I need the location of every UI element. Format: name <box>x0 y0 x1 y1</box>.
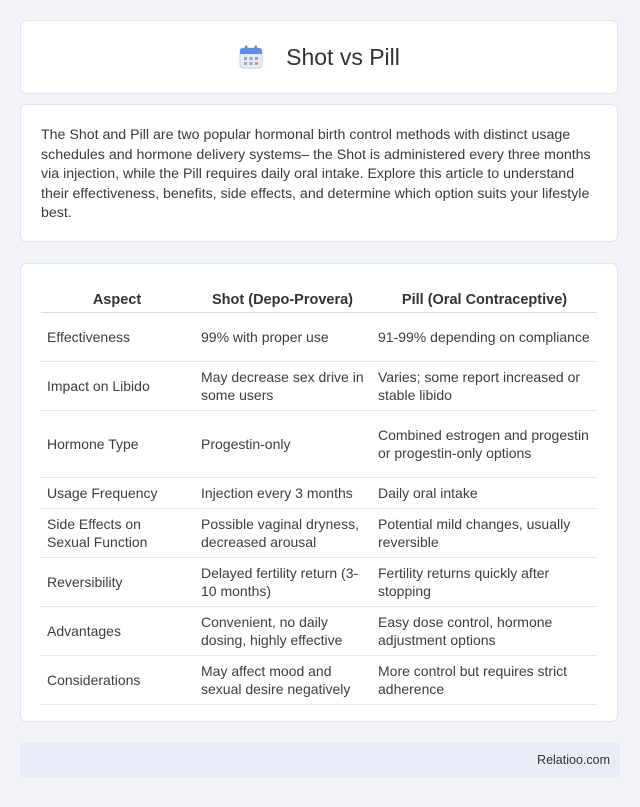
table-cell-aspect: Hormone Type <box>41 411 193 478</box>
table-cell-shot: May decrease sex drive in some users <box>193 362 370 411</box>
comparison-table <box>41 284 597 705</box>
title-card <box>20 20 618 94</box>
table-cell-shot: Convenient, no daily dosing, highly effective <box>193 607 370 656</box>
footer-brand: Relatioo.com <box>537 753 610 767</box>
intro-card <box>20 104 618 242</box>
table-cell-shot: Delayed fertility return (3-10 months) <box>193 558 370 607</box>
comparison-card <box>20 263 618 722</box>
table-cell-aspect: Usage Frequency <box>41 478 193 509</box>
table-row <box>41 558 597 607</box>
intro-paragraph: The Shot and Pill are two popular hormonal birth control methods with distinct usage schedules and hormone delivery systems– the Shot is administered every three months via injection, while the Pill requires daily oral intake. Explore this article to understand their effectiveness, benefits, side effects, and determine which option suits your lifestyle best. <box>41 127 591 221</box>
table-cell-aspect: Side Effects on Sexual Function <box>41 509 193 558</box>
table-cell-pill: Daily oral intake <box>370 478 597 509</box>
table-cell-shot: Progestin-only <box>193 411 370 478</box>
table-cell-shot: 99% with proper use <box>193 313 370 362</box>
footer-bar <box>20 743 620 777</box>
table-row <box>41 478 597 509</box>
table-row <box>41 362 597 411</box>
table-cell-shot: Injection every 3 months <box>193 478 370 509</box>
table-cell-pill: Potential mild changes, usually reversible <box>370 509 597 558</box>
table-cell-shot: Possible vaginal dryness, decreased arousal <box>193 509 370 558</box>
table-cell-aspect: Considerations <box>41 656 193 705</box>
table-row <box>41 509 597 558</box>
table-cell-aspect: Advantages <box>41 607 193 656</box>
column-header-shot: Shot (Depo-Provera) <box>193 284 370 313</box>
column-header-pill: Pill (Oral Contraceptive) <box>370 284 597 313</box>
table-cell-pill: More control but requires strict adherence <box>370 656 597 705</box>
table-cell-aspect: Impact on Libido <box>41 362 193 411</box>
table-cell-aspect: Reversibility <box>41 558 193 607</box>
calendar-icon <box>238 44 264 70</box>
table-cell-pill: Easy dose control, hormone adjustment options <box>370 607 597 656</box>
column-header-aspect: Aspect <box>41 284 193 313</box>
table-row <box>41 656 597 705</box>
table-header-row <box>41 284 597 313</box>
table-row <box>41 607 597 656</box>
table-cell-shot: May affect mood and sexual desire negatively <box>193 656 370 705</box>
page-title: Shot vs Pill <box>286 43 400 70</box>
table-cell-pill: Combined estrogen and progestin or progestin-only options <box>370 411 597 478</box>
table-cell-pill: 91-99% depending on compliance <box>370 313 597 362</box>
table-cell-aspect: Effectiveness <box>41 313 193 362</box>
table-row <box>41 411 597 478</box>
table-cell-pill: Fertility returns quickly after stopping <box>370 558 597 607</box>
table-cell-pill: Varies; some report increased or stable libido <box>370 362 597 411</box>
table-row <box>41 313 597 362</box>
